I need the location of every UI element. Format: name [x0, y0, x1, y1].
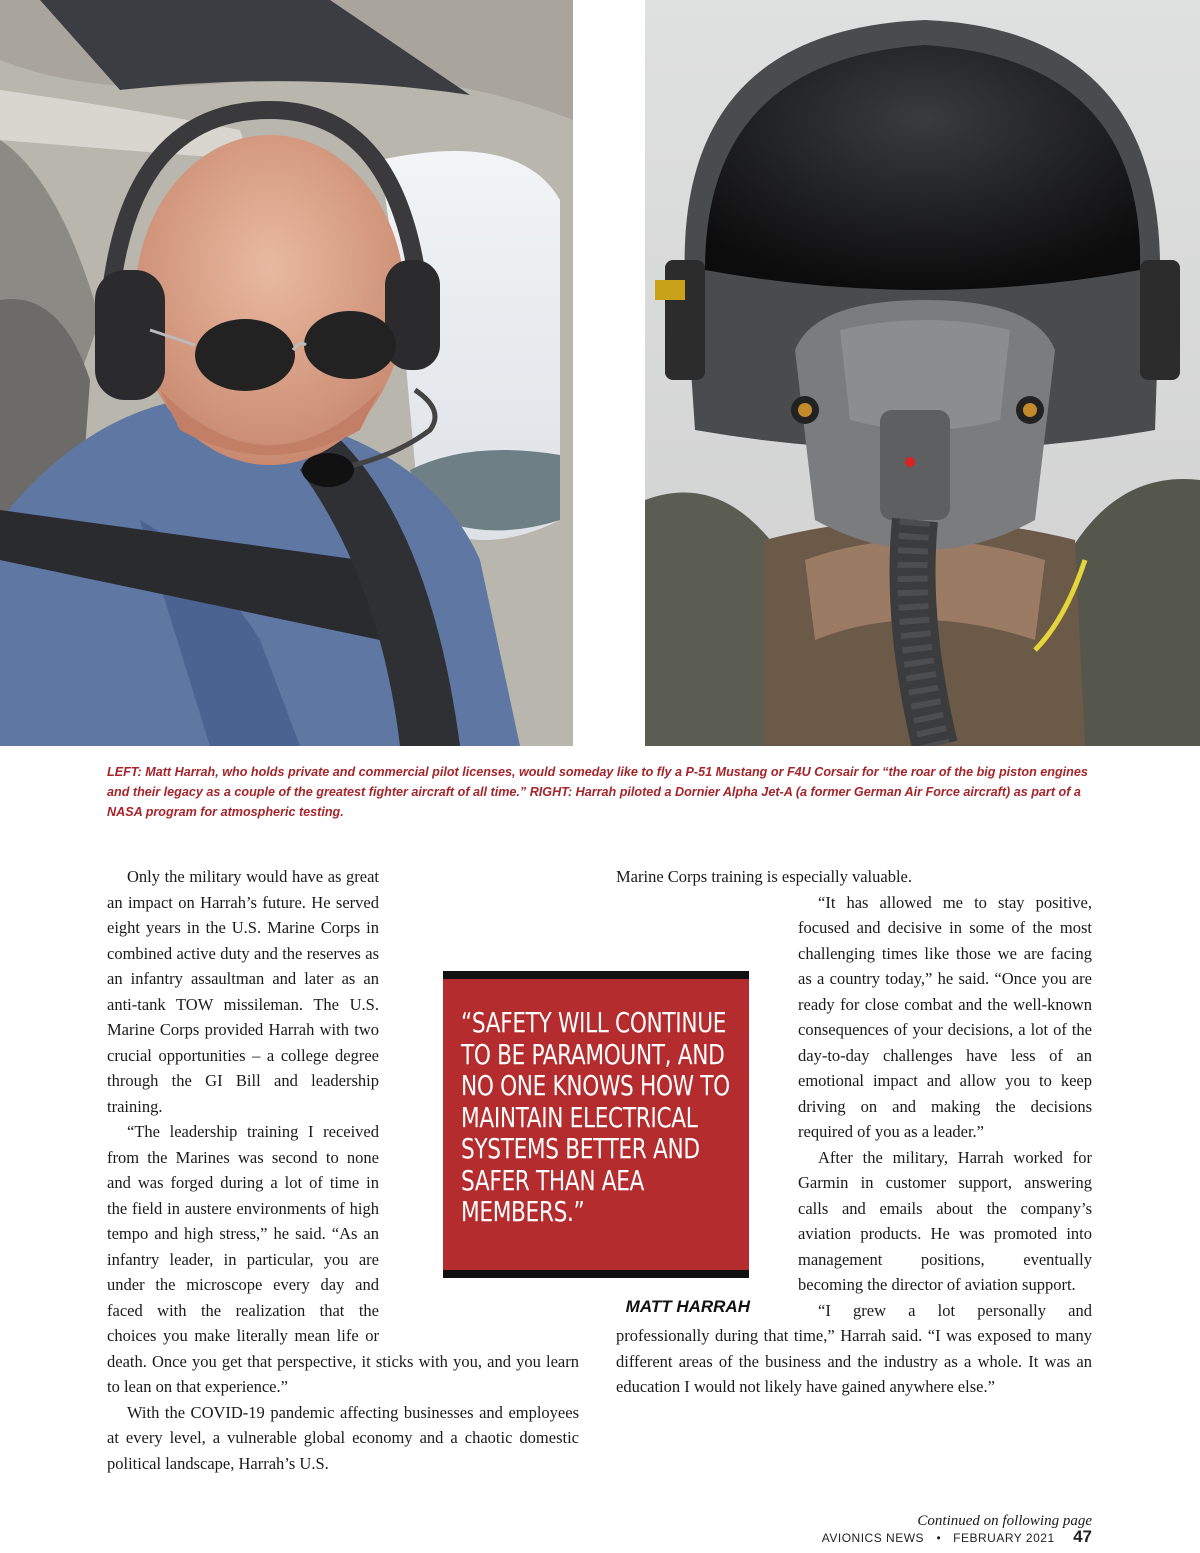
continued-note: Continued on following page — [917, 1513, 1092, 1529]
article-paragraph: “The leadership training I received from the Marines was second to none and was forged during a lot of time in the field in austere environments of high tempo and high stress,” he said. “As an infantry leader, in particular, you are under the microscope every day and faced with the realization that the choices you make literally mean life or death. Once you get that perspective, it sticks with you, and you learn to lean on that experience.” — [107, 1122, 579, 1396]
article-paragraph: After the military, Harrah worked for Garmin in customer support, answering calls and emails about the company’s aviation products. He was promoted into management positions, eventually becoming the director of aviation support. — [798, 1147, 1092, 1294]
page-footer — [822, 1527, 1092, 1549]
pilot-cockpit-photo — [0, 0, 573, 746]
article-paragraph: Marine Corps training is especially valuable. — [616, 867, 913, 886]
pilot-cockpit-photo-art — [0, 0, 573, 746]
publication-name: AVIONICS NEWS — [821, 1531, 925, 1545]
article-paragraph: With the COVID-19 pandemic affecting businesses and employees at every level, a vulnerable global economy and a chaotic domestic political landscape, Harrah’s U.S. — [107, 1402, 579, 1473]
pull-quote-box — [443, 971, 749, 1278]
pull-quote-attribution: MATT HARRAH — [625, 1297, 750, 1316]
photo-caption: LEFT: Matt Harrah, who holds private and commercial pilot licenses, would someday like to fly a P-51 Mustang or F4U Corsair for “the roar of the big piston engines and their legacy as a couple of the greatest fighter aircraft of all time.” RIGHT: Harrah piloted a Dornier Alpha Jet-A (a former German Air Force aircraft) as part of a NASA program for atmospheric testing. — [107, 765, 1088, 819]
article-paragraph: “I grew a lot personally and professionally during that time,” Harrah said. “I was exposed to many different areas of the business and the industry as a whole. It was an education I would not likely have gained anywhere else.” — [616, 1300, 1092, 1396]
fighter-pilot-helmet-photo — [645, 0, 1200, 746]
fighter-pilot-helmet-photo-art — [645, 0, 1200, 746]
pull-quote-text: “SAFETY WILL CONTINUE TO BE PARAMOUNT, AND NO ONE KNOWS HOW TO MAINTAIN ELECTRICAL SYSTEMS BETTER AND SAFER THAN AEA MEMBERS.” — [461, 1006, 730, 1228]
article-paragraph: Only the military would have as great an impact on Harrah’s future. He served eight years in the U.S. Marine Corps in combined active duty and the reserves as an infantry assaultman and later as an anti-tank TOW missileman. The U.S. Marine Corps provided Harrah with two crucial opportunities – a college degree through the GI Bill and leadership training. — [107, 867, 379, 1116]
page-number: 47 — [1073, 1527, 1092, 1546]
issue-date: FEBRUARY 2021 — [953, 1531, 1055, 1545]
article-paragraph: “It has allowed me to stay positive, focused and decisive in some of the most challenging times like those we are facing as a country today,” he said. “Once you are ready for close combat and the well-known consequences of your decisions, a lot of the day-to-day challenges have less of an emotional impact and allow you to keep driving on and making the decisions required of you as a leader.” — [798, 892, 1092, 1141]
footer-separator: • — [936, 1531, 941, 1545]
